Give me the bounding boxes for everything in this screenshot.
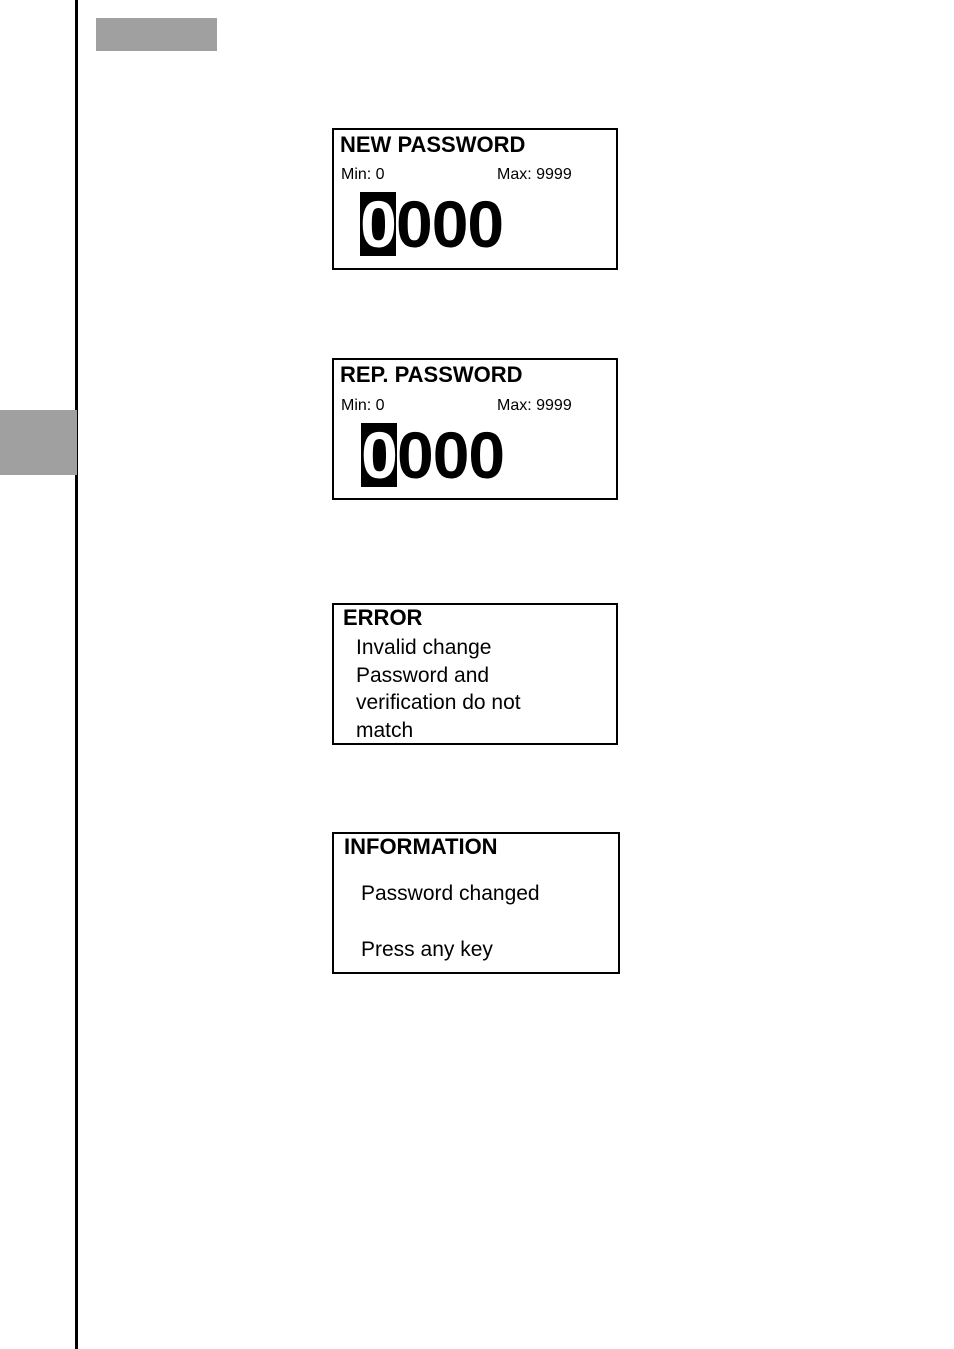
screen-title: REP. PASSWORD: [340, 362, 523, 387]
information-screen: [332, 832, 620, 974]
min-label: Min: 0: [341, 397, 385, 414]
message-line: Press any key: [361, 938, 493, 961]
remaining-digits: 000: [396, 187, 504, 261]
screen-title: ERROR: [343, 605, 423, 630]
screen-title: NEW PASSWORD: [340, 132, 526, 157]
password-value[interactable]: [361, 418, 505, 492]
message-line: match: [356, 719, 414, 742]
message-line: verification do not: [356, 691, 521, 714]
new-password-screen: [332, 128, 618, 270]
password-value[interactable]: [360, 187, 504, 261]
margin-rule: [75, 0, 78, 1349]
remaining-digits: 000: [397, 418, 505, 492]
max-label: Max: 9999: [497, 166, 572, 183]
message-line: Invalid change: [356, 636, 492, 659]
max-label: Max: 9999: [497, 397, 572, 414]
cursor-digit[interactable]: 0: [361, 423, 397, 487]
screen-title: INFORMATION: [344, 834, 498, 859]
message-line: Password changed: [361, 882, 540, 905]
header-tab-marker: [96, 18, 217, 51]
cursor-digit[interactable]: 0: [360, 192, 396, 256]
message-line: Password and: [356, 664, 490, 687]
side-section-tab: [0, 410, 77, 475]
error-screen: [332, 603, 618, 745]
min-label: Min: 0: [341, 166, 385, 183]
repeat-password-screen: [332, 358, 618, 500]
